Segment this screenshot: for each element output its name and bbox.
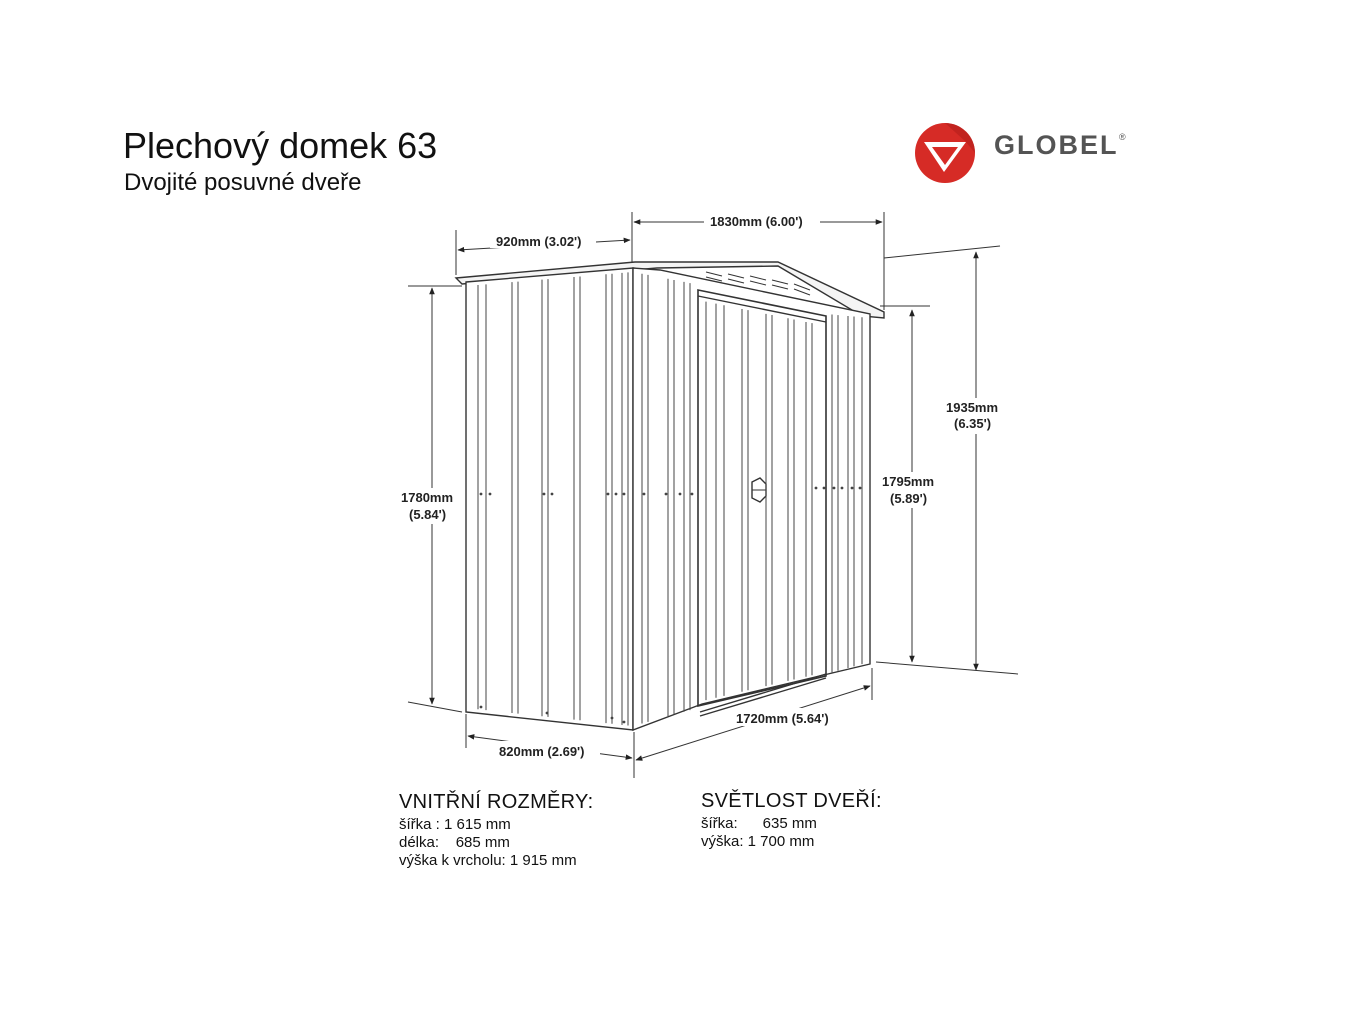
label-total-height: 1935mm	[946, 400, 999, 415]
page-title: Plechový domek 63	[123, 125, 438, 166]
side-wall	[466, 268, 633, 730]
label-back-height: 1780mm	[401, 490, 454, 505]
rivet	[841, 487, 844, 490]
rivet	[665, 493, 668, 496]
brand-name: GLOBEL	[994, 130, 1119, 160]
rivet	[480, 493, 483, 496]
rivet	[833, 487, 836, 490]
label-front-height-ft: (5.89')	[890, 491, 928, 506]
page-subtitle: Dvojité posuvné dveře	[124, 169, 362, 196]
label-side-depth: 920mm (3.02')	[496, 234, 582, 249]
door-opening-block	[701, 789, 882, 851]
rivet	[543, 493, 546, 496]
rivet	[679, 493, 682, 496]
inner-dimensions-heading: VNITŘNÍ ROZMĚRY:	[399, 791, 594, 813]
door-width: šířka: 635 mm	[701, 815, 817, 832]
rivet	[615, 493, 618, 496]
door-opening-heading: SVĚTLOST DVEŘÍ:	[701, 790, 882, 812]
door-height: výška: 1 700 mm	[701, 833, 815, 850]
rivet	[489, 493, 492, 496]
rivet	[480, 706, 483, 709]
inner-length: délka: 685 mm	[399, 834, 510, 851]
brand-registered-mark: ®	[1119, 132, 1126, 142]
rivet	[546, 712, 549, 715]
rivet	[551, 493, 554, 496]
label-back-height-ft: (5.84')	[409, 507, 447, 522]
label-total-height-ft: (6.35')	[954, 416, 992, 431]
label-front-height: 1795mm	[882, 474, 935, 489]
rivet	[623, 721, 626, 724]
front-wall	[633, 268, 870, 730]
label-base-width: 1720mm (5.64')	[736, 711, 829, 726]
inner-dimensions-block	[399, 790, 593, 870]
rivet	[691, 493, 694, 496]
label-front-width: 1830mm (6.00')	[710, 214, 803, 229]
inner-width: šířka : 1 615 mm	[399, 816, 511, 833]
shed-outline	[456, 262, 884, 730]
rivet	[859, 487, 862, 490]
rivet	[607, 493, 610, 496]
rivet	[815, 487, 818, 490]
rivet	[623, 493, 626, 496]
label-base-depth: 820mm (2.69')	[499, 744, 585, 759]
inner-height: výška k vrcholu: 1 915 mm	[399, 852, 577, 869]
rivet	[823, 487, 826, 490]
rivet	[611, 717, 614, 720]
rivet	[643, 493, 646, 496]
rivet	[851, 487, 854, 490]
